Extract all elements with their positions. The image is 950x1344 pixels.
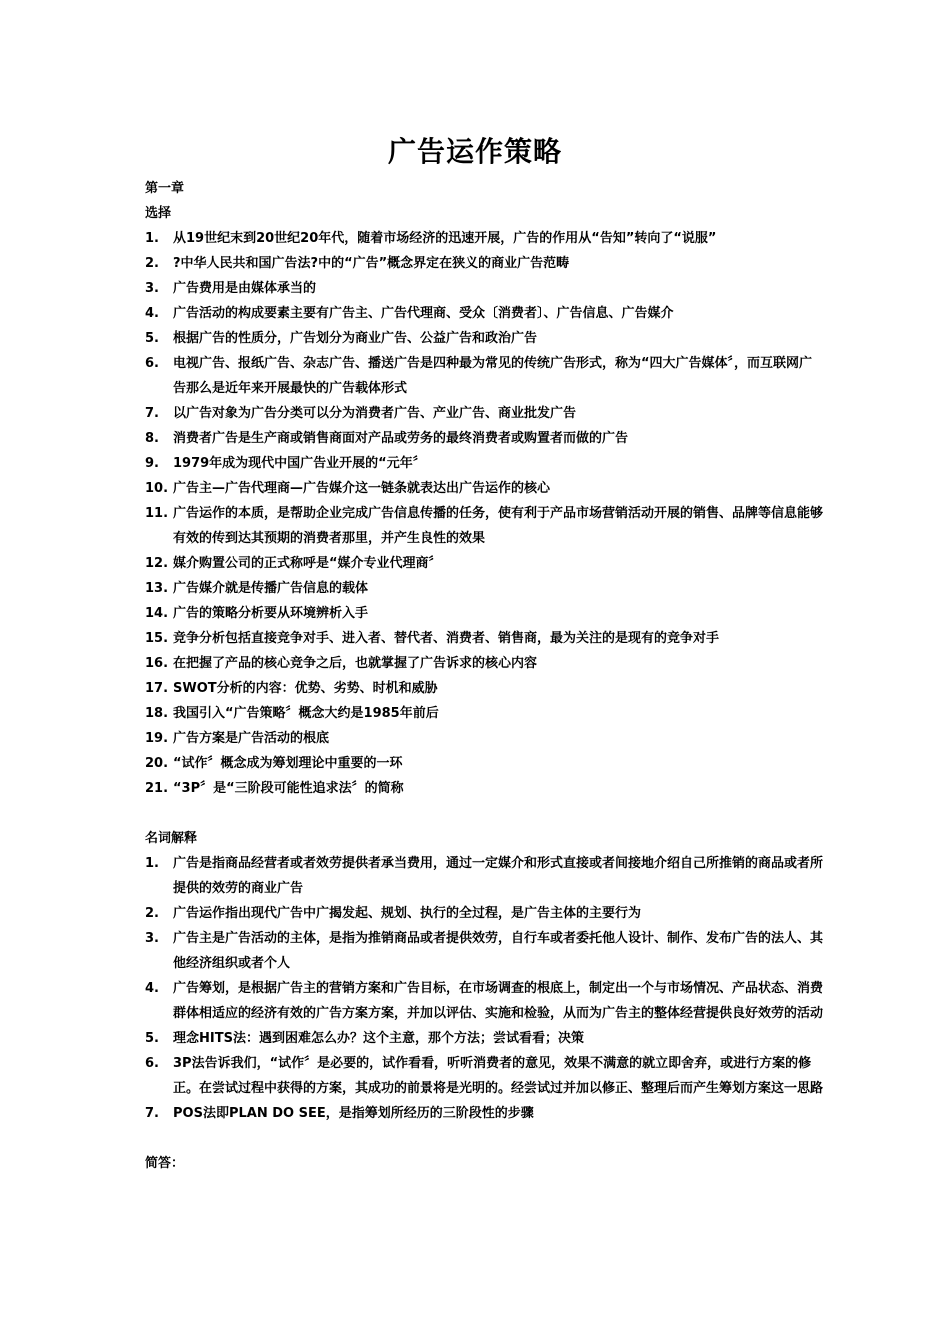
list-item (145, 451, 825, 476)
item-number: 8. (145, 431, 159, 446)
section-heading-short-answer: 简答： (145, 1156, 185, 1171)
item-text: 从19世纪末到20世纪20年代，随着市场经济的迅速开展，广告的作用从“告知”转向了“说服” (173, 231, 717, 246)
list-item (145, 901, 825, 926)
spacer (145, 801, 825, 826)
list-item (145, 551, 825, 576)
item-text: 广告媒介就是传播广告信息的载体 (173, 581, 369, 596)
item-text: 我国引入“广告策略〞概念大约是1985年前后 (173, 706, 439, 721)
item-text: POS法即PLAN DO SEE，是指筹划所经历的三阶段性的步骤 (173, 1106, 534, 1121)
item-number: 6. (145, 1056, 159, 1071)
item-text: 在把握了产品的核心竞争之后，也就掌握了广告诉求的核心内容 (173, 656, 538, 671)
item-text: 广告的策略分析要从环境辨析入手 (173, 606, 369, 621)
item-number: 3. (145, 281, 159, 296)
item-text: 竞争分析包括直接竞争对手、进入者、替代者、消费者、销售商，最为关注的是现有的竞争对手 (173, 631, 720, 646)
list-item (145, 751, 825, 776)
item-text: 消费者广告是生产商或销售商面对产品或劳务的最终消费者或购置者而做的广告 (173, 431, 629, 446)
list-item (145, 626, 825, 651)
list-item (145, 1051, 825, 1101)
item-text: SWOT分析的内容：优势、劣势、时机和威胁 (173, 681, 438, 696)
item-text: 广告方案是广告活动的根底 (173, 731, 330, 746)
item-number: 16. (145, 656, 169, 671)
item-number: 4. (145, 306, 159, 321)
item-number: 13. (145, 581, 169, 596)
item-number: 7. (145, 406, 159, 421)
list-item (145, 726, 825, 751)
section-heading-choice: 选择 (145, 206, 172, 221)
item-number: 12. (145, 556, 169, 571)
item-number: 15. (145, 631, 169, 646)
item-text: 广告主是广告活动的主体，是指为推销商品或者提供效劳，自行车或者委托他人设计、制作、发布广告的法人、其他经济组织或者个人 (173, 931, 824, 971)
item-text: 广告主—广告代理商—广告媒介这一链条就表达出广告运作的核心 (173, 481, 551, 496)
list-item (145, 926, 825, 976)
item-text: 广告是指商品经营者或者效劳提供者承当费用，通过一定媒介和形式直接或者间接地介绍自己所推销的商品或者所提供的效劳的商业广告 (173, 856, 824, 896)
item-text: 广告费用是由媒体承当的 (173, 281, 317, 296)
item-number: 4. (145, 981, 159, 996)
list-item (145, 476, 825, 501)
item-text: 广告活动的构成要素主要有广告主、广告代理商、受众〔消费者〕、广告信息、广告媒介 (173, 306, 674, 321)
item-text: “3P〞是“三阶段可能性追求法〞的简称 (173, 781, 404, 796)
list-item (145, 251, 825, 276)
item-text: 媒介购置公司的正式称呼是“媒介专业代理商〞 (173, 556, 442, 571)
item-number: 14. (145, 606, 169, 621)
list-item (145, 676, 825, 701)
list-item (145, 776, 825, 801)
item-text: 广告筹划，是根据广告主的营销方案和广告目标，在市场调查的根底上，制定出一个与市场情况、产品状态、消费群体相适应的经济有效的广告方案方案，并加以评估、实施和检验，从而为广告主的整体经营提供良好效劳的活动 (173, 981, 824, 1021)
item-text: 根据广告的性质分，广告划分为商业广告、公益广告和政治广告 (173, 331, 538, 346)
item-text: 电视广告、报纸广告、杂志广告、播送广告是四种最为常见的传统广告形式，称为“四大广告媒体〞，而互联网广告那么是近年来开展最快的广告载体形式 (173, 356, 813, 396)
item-number: 1. (145, 231, 159, 246)
list-item (145, 301, 825, 326)
item-number: 9. (145, 456, 159, 471)
list-item (145, 351, 825, 401)
item-number: 19. (145, 731, 169, 746)
item-text: 广告运作的本质，是帮助企业完成广告信息传播的任务，使有利于产品市场营销活动开展的销售、品牌等信息能够有效的传到达其预期的消费者那里，并产生良性的效果 (173, 506, 824, 546)
item-number: 1. (145, 856, 159, 871)
list-item (145, 426, 825, 451)
item-text: 理念HITS法：遇到困难怎么办？这个主意，那个方法；尝试看看；决策 (173, 1031, 584, 1046)
list-item (145, 401, 825, 426)
item-text: “试作〞概念成为筹划理论中重要的一环 (173, 756, 403, 771)
chapter-heading: 第一章 (145, 181, 185, 196)
list-item (145, 276, 825, 301)
item-text: ?中华人民共和国广告法?中的“广告”概念界定在狭义的商业广告范畴 (173, 256, 570, 271)
list-item (145, 601, 825, 626)
item-number: 5. (145, 1031, 159, 1046)
list-item (145, 576, 825, 601)
item-number: 20. (145, 756, 169, 771)
document-title: 广告运作策略 (387, 135, 562, 168)
item-number: 2. (145, 906, 159, 921)
item-number: 11. (145, 506, 169, 521)
choice-list (145, 226, 825, 801)
item-number: 18. (145, 706, 169, 721)
list-item (145, 501, 825, 551)
list-item (145, 976, 825, 1026)
item-number: 5. (145, 331, 159, 346)
item-number: 10. (145, 481, 169, 496)
item-number: 21. (145, 781, 169, 796)
section-heading-terms: 名词解释 (145, 831, 198, 846)
item-number: 3. (145, 931, 159, 946)
list-item (145, 1101, 825, 1126)
document-body (145, 176, 825, 1176)
item-text: 1979年成为现代中国广告业开展的“元年〞 (173, 456, 426, 471)
list-item (145, 326, 825, 351)
list-item (145, 1026, 825, 1051)
spacer (145, 1126, 825, 1151)
item-text: 3P法告诉我们，“试作〞是必要的，试作看看，听听消费者的意见，效果不满意的就立即舍弃，或进行方案的修正。在尝试过程中获得的方案，其成功的前景将是光明的。经尝试过并加以修正、整理后而产生筹划方案这一思路 (173, 1056, 824, 1096)
item-number: 17. (145, 681, 169, 696)
list-item (145, 701, 825, 726)
list-item (145, 851, 825, 901)
terms-list (145, 851, 825, 1126)
list-item (145, 226, 825, 251)
item-text: 广告运作指出现代广告中广揭发起、规划、执行的全过程，是广告主体的主要行为 (173, 906, 642, 921)
item-text: 以广告对象为广告分类可以分为消费者广告、产业广告、商业批发广告 (173, 406, 577, 421)
item-number: 6. (145, 356, 159, 371)
item-number: 7. (145, 1106, 159, 1121)
list-item (145, 651, 825, 676)
item-number: 2. (145, 256, 159, 271)
